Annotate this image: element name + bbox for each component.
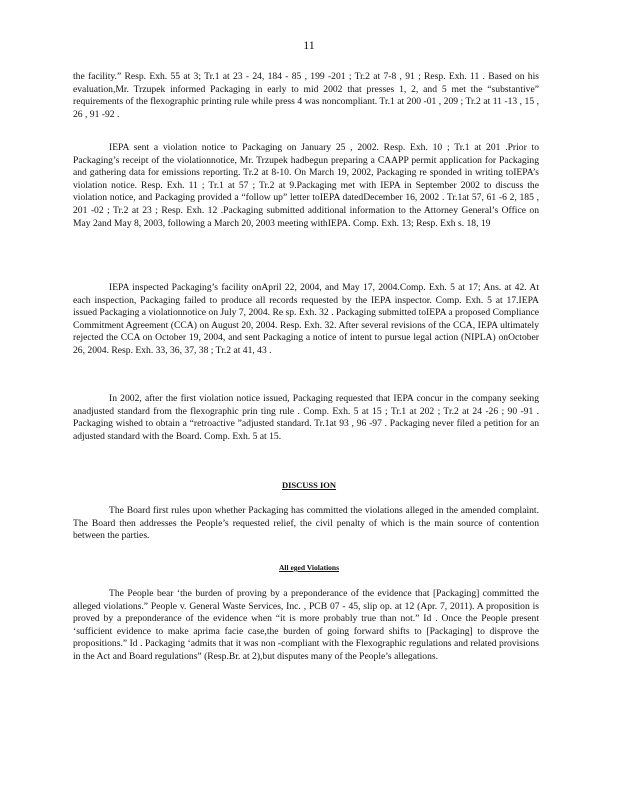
- heading-alleged-violations: [0, 563, 618, 572]
- paragraph-text: The Board first rules upon whether Packaging has committed the violations alleged in the amended complaint. The Board then addresses the People’s requested relief, the civil penalty of which is the main source of contention between the parties.: [73, 505, 539, 542]
- paragraph-text: In 2002, after the first violation notice issued, Packaging requested that IEPA concur in the company seeking anadjusted standard from the flexographic prin ting rule . Comp. Exh. 5 at 15 ; Tr.1 at 202 ; Tr.2 at 24 -26 ; 90 -91 . Packaging wished to obtain a “retroactive ”adjusted standard. Tr.1at 93 , 96 -97 . Packaging never filed a petition for an adjusted standard with the Board. Comp. Exh. 5 at 15.: [73, 393, 539, 442]
- paragraph-facility-evaluation: [73, 71, 539, 121]
- paragraph-burden-of-proof: [73, 588, 539, 664]
- paragraph-text: The People bear ‘the burden of proving by a preponderance of the evidence that [Packaging] committed the alleged violations.” People v. General Waste Services, Inc. , PCB 07 - 45, slip op. at 12 (Apr. 7, 2011). A proposition is proved by a preponderance of the evidence when “it is more probably true than not.” Id . Once the People present ‘sufficient evidence to make aprima facie case,the burden of going forward shifts to [Packaging] to disprove the propositions.” Id . Packaging ‘admits that it was non -compliant with the Flexographic regulations and related provisions in the Act and Board regulations” (Resp.Br. at 2),but disputes many of the People’s allegations.: [73, 588, 539, 662]
- paragraph-board-rules: [73, 505, 539, 543]
- paragraph-text: the facility.” Resp. Exh. 55 at 3; Tr.1 at 23 - 24, 184 - 85 , 199 -201 ; Tr.2 at 7-8 , 91 ; Resp. Exh. 11 . Based on his evaluation,Mr. Trzupek informed Packaging in early to mid 2002 that presses 1, 2, and 5 met the “substantive” requirements of the flexographic printing rule while press 4 was noncompliant. Tr.1 at 200 -01 , 209 ; Tr.2 at 11 -13 , 15 , 26 , 91 -92 .: [73, 71, 539, 120]
- heading-discussion: [0, 480, 618, 490]
- paragraph-adjusted-standard: [73, 393, 539, 443]
- heading-text: DISCUSS ION: [281, 480, 337, 490]
- page-number: 11: [303, 38, 315, 52]
- paragraph-violation-notice-2002: [73, 142, 539, 230]
- heading-text: All eged Violations: [278, 563, 339, 572]
- paragraph-text: IEPA sent a violation notice to Packaging on January 25 , 2002. Resp. Exh. 10 ; Tr.1 at 201 .Prior to Packaging’s receipt of the violationnotice, Mr. Trzupek hadbegun preparing a CAAPP permit application for Packaging and gathering data for emissions reporting. Tr.2 at 8-10. On March 19, 2002, Packaging re sponded in writing toIEPA’s violation notice. Resp. Exh. 11 ; Tr.1 at 57 ; Tr.2 at 9.Packaging met with IEPA in September 2002 to discuss the violation notice, and Packaging provided a “follow up” letter toIEPA datedDecember 16, 2002 . Tr.1at 57, 61 -6 2, 185 , 201 -02 ; Tr.2 at 23 ; Resp. Exh. 12 .Packaging submitted additional information to the Attorney General’s Office on May 2and May 8, 2003, following a March 20, 2003 meeting withIEPA. Comp. Exh. 13; Resp. Exh s. 18, 19: [73, 142, 539, 229]
- paragraph-text: IEPA inspected Packaging’s facility onApril 22, 2004, and May 17, 2004.Comp. Exh. 5 at 17; Ans. at 42. At each inspection, Packaging failed to produce all records requested by the IEPA inspector. Comp. Exh. 5 at 17.IEPA issued Packaging a violationnotice on July 7, 2004. Re sp. Exh. 32 . Packaging submitted toIEPA a proposed Compliance Commitment Agreement (CCA) on August 20, 2004. Resp. Exh. 32. After several revisions of the CCA, IEPA ultimately rejected the CCA on October 19, 2004, and sent Packaging a notice of intent to pursue legal action (NIPLA) onOctober 26, 2004. Resp. Exh. 33, 36, 37, 38 ; Tr.2 at 41, 43 .: [73, 282, 539, 356]
- paragraph-inspection-2004: [73, 282, 539, 358]
